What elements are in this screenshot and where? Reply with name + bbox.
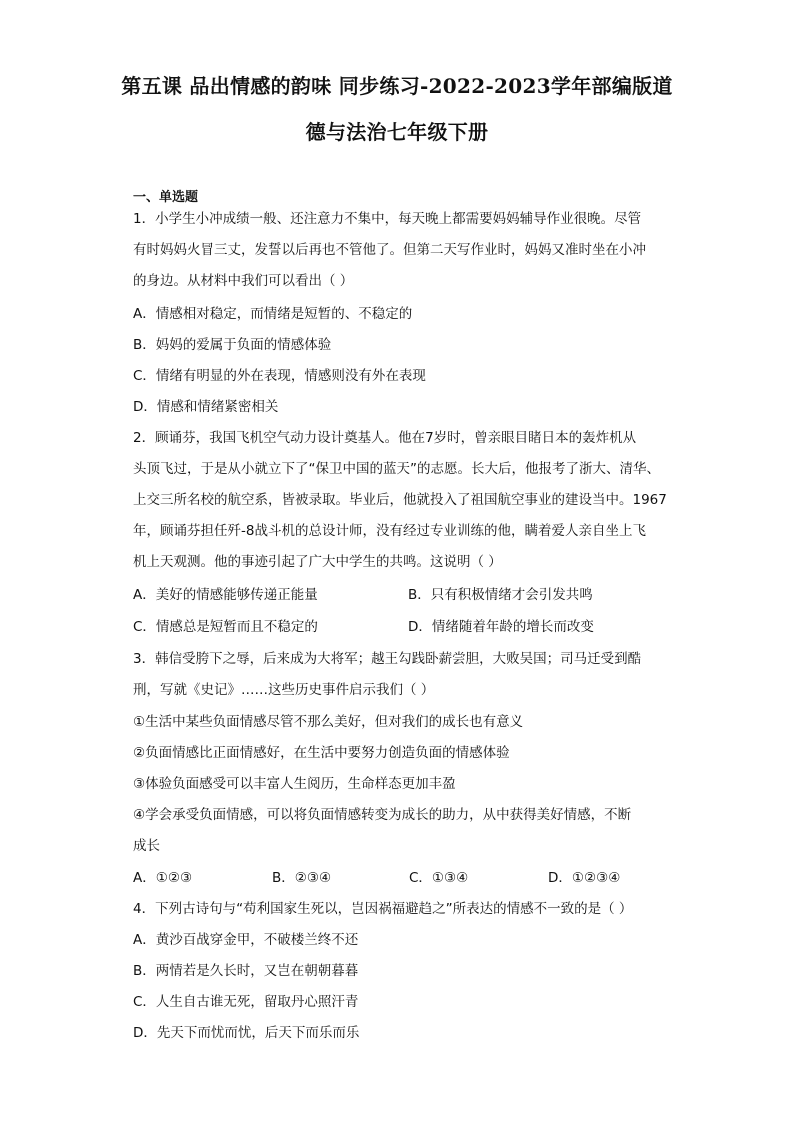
q3-item-4-line-1: ④学会承受负面情感，可以将负面情感转变为成长的助力，从中获得美好情感，不断 xyxy=(133,807,632,823)
page-title-line-1: 第五课 品出情感的韵味 同步练习-2022-2023学年部编版道 xyxy=(121,74,673,98)
q3-item-4-line-2: 成长 xyxy=(133,838,160,854)
q3-option-d: D．①②③④ xyxy=(548,870,621,886)
q3-item-1: ①生活中某些负面情感尽管不那么美好，但对我们的成长也有意义 xyxy=(133,714,524,730)
q4-option-c: C．人生自古谁无死，留取丹心照汗青 xyxy=(133,994,359,1010)
q3-item-3: ③体验负面感受可以丰富人生阅历，生命样态更加丰盈 xyxy=(133,776,456,792)
q3-option-a: A．①②③ xyxy=(133,870,193,886)
q1-option-b: B．妈妈的爱属于负面的情感体验 xyxy=(133,337,332,353)
q2-option-b: B．只有积极情绪才会引发共鸣 xyxy=(408,587,593,603)
q2-option-a: A．美好的情感能够传递正能量 xyxy=(133,587,318,603)
q1-option-c: C．情绪有明显的外在表现，情感则没有外在表现 xyxy=(133,368,426,384)
section-heading: 一、单选题 xyxy=(133,190,199,205)
q2-option-c: C．情感总是短暂而且不稳定的 xyxy=(133,619,318,635)
q1-stem-line-2: 有时妈妈火冒三丈，发誓以后再也不管他了。但第二天写作业时，妈妈又准时坐在小冲 xyxy=(133,242,646,258)
q4-option-d: D．先天下而忧而忧，后天下而乐而乐 xyxy=(133,1025,360,1041)
q1-stem-line-1: 1．小学生小冲成绩一般、还注意力不集中，每天晚上都需要妈妈辅导作业很晚。尽管 xyxy=(133,211,642,227)
q2-stem-line-5: 机上天观测。他的事迹引起了广大中学生的共鸣。这说明（ ） xyxy=(133,554,502,570)
page-title-line-2: 德与法治七年级下册 xyxy=(305,120,489,144)
q1-option-a: A．情感相对稳定，而情绪是短暂的、不稳定的 xyxy=(133,306,413,322)
q3-stem-line-1: 3．韩信受胯下之辱，后来成为大将军；越王勾践卧薪尝胆，大败吴国；司马迁受到酷 xyxy=(133,651,642,667)
q1-stem-line-3: 的身边。从材料中我们可以看出（ ） xyxy=(133,273,354,289)
q3-option-b: B．②③④ xyxy=(272,870,332,886)
q2-stem-line-4: 年，顾诵芬担任歼-8战斗机的总设计师，没有经过专业训练的他，瞒着爱人亲自坐上飞 xyxy=(133,523,646,539)
q4-option-b: B．两情若是久长时，又岂在朝朝暮暮 xyxy=(133,963,359,979)
q2-stem-line-1: 2．顾诵芬，我国飞机空气动力设计奠基人。他在7岁时，曾亲眼目睹日本的轰炸机从 xyxy=(133,430,637,446)
q3-item-2: ②负面情感比正面情感好，在生活中要努力创造负面的情感体验 xyxy=(133,745,510,761)
q3-stem-line-2: 刑，写就《史记》……这些历史事件启示我们（ ） xyxy=(133,682,435,698)
q2-option-d: D．情绪随着年龄的增长而改变 xyxy=(408,619,594,635)
q2-stem-line-2: 头顶飞过，于是从小就立下了“保卫中国的蓝天”的志愿。长大后，他报考了浙大、清华、 xyxy=(133,461,660,477)
q4-option-a: A．黄沙百战穿金甲，不破楼兰终不还 xyxy=(133,932,359,948)
q4-stem-line-1: 4．下列古诗句与“苟利国家生死以，岂因祸福避趋之”所表达的情感不一致的是（ ） xyxy=(133,901,633,917)
q1-option-d: D．情感和情绪紧密相关 xyxy=(133,399,279,415)
q2-stem-line-3: 上交三所名校的航空系，皆被录取。毕业后，他就投入了祖国航空事业的建设当中。1967 xyxy=(133,492,667,508)
q3-option-c: C．①③④ xyxy=(409,870,469,886)
